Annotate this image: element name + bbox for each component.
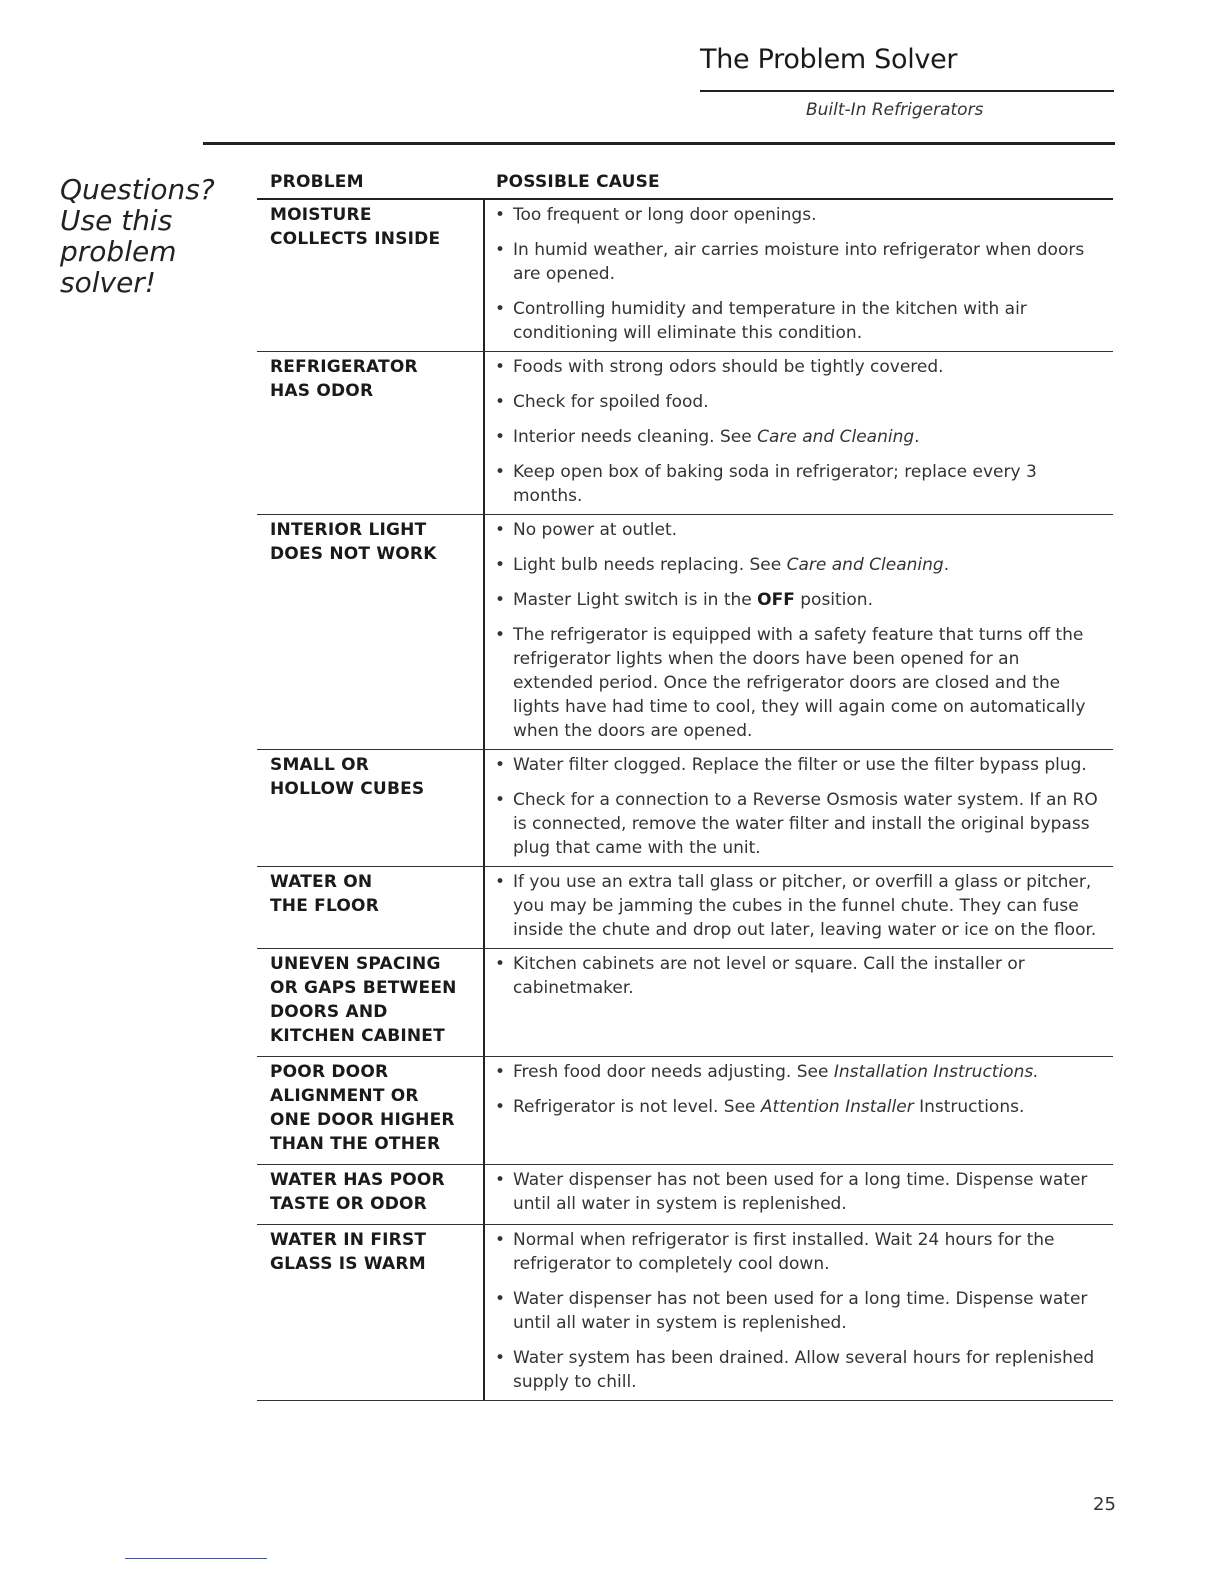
cause-text-tail: . bbox=[914, 427, 920, 447]
cause-text: Check for a connection to a Reverse Osmosis water system. If an RO is connected, remove the water filter and install the original bypass plug that came with the unit. bbox=[513, 790, 1098, 858]
table-row bbox=[257, 750, 1113, 867]
table-row bbox=[257, 1225, 1113, 1401]
problem-cell bbox=[257, 352, 485, 514]
problem-cell bbox=[257, 750, 485, 866]
problem-label-line: HAS ODOR bbox=[270, 381, 374, 401]
possible-cause-item bbox=[493, 1346, 1103, 1394]
problem-label-line: WATER IN FIRST bbox=[270, 1230, 427, 1250]
problem-solver-table bbox=[257, 172, 1113, 1401]
possible-cause-item bbox=[493, 518, 1103, 542]
possible-cause-item bbox=[493, 203, 1103, 227]
possible-cause-item bbox=[493, 788, 1103, 860]
problem-label-line: KITCHEN CABINET bbox=[270, 1026, 445, 1046]
cause-text: Foods with strong odors should be tightly covered. bbox=[513, 357, 944, 377]
cause-text: Controlling humidity and temperature in the kitchen with air conditioning will eliminate this condition. bbox=[513, 299, 1027, 343]
cause-reference: Care and Cleaning bbox=[757, 427, 915, 447]
problem-label-line: HOLLOW CUBES bbox=[270, 779, 425, 799]
problem-label-line: MOISTURE bbox=[270, 205, 372, 225]
cause-text-tail: . bbox=[943, 555, 950, 575]
cause-text: Water system has been drained. Allow several hours for replenished supply to chill. bbox=[513, 1348, 1095, 1392]
problem-label-line: DOORS AND bbox=[270, 1002, 388, 1022]
cause-reference: Care and Cleaning bbox=[786, 555, 944, 575]
problem-label-line: OR GAPS BETWEEN bbox=[270, 978, 457, 998]
cause-reference: Attention Installer bbox=[760, 1097, 914, 1117]
problem-label-line: INTERIOR LIGHT bbox=[270, 520, 427, 540]
cause-text: Too frequent or long door openings. bbox=[513, 205, 817, 225]
possible-cause-item bbox=[493, 623, 1103, 743]
table-row bbox=[257, 1165, 1113, 1225]
possible-cause-item bbox=[493, 870, 1103, 942]
possible-cause-list bbox=[485, 200, 1113, 351]
possible-cause-item bbox=[493, 588, 1103, 612]
possible-cause-item bbox=[493, 460, 1103, 508]
table-row bbox=[257, 515, 1113, 750]
problem-label-line: WATER HAS POOR bbox=[270, 1170, 445, 1190]
possible-cause-item bbox=[493, 390, 1103, 414]
possible-cause-list bbox=[485, 1057, 1113, 1164]
cause-text: In humid weather, air carries moisture into refrigerator when doors are opened. bbox=[513, 240, 1085, 284]
header-rule bbox=[203, 142, 1115, 145]
table-row bbox=[257, 352, 1113, 515]
cause-text: Fresh food door needs adjusting. See bbox=[513, 1062, 834, 1082]
page-number: 25 bbox=[1093, 1494, 1116, 1515]
table-row bbox=[257, 200, 1113, 352]
cause-text: Keep open box of baking soda in refrigerator; replace every 3 months. bbox=[513, 462, 1037, 506]
cause-text: Kitchen cabinets are not level or square. Call the installer or cabinetmaker. bbox=[513, 954, 1025, 998]
page-title: The Problem Solver bbox=[700, 44, 958, 75]
possible-cause-item bbox=[493, 1095, 1103, 1119]
footer-link-underline bbox=[125, 1558, 267, 1559]
possible-cause-list bbox=[485, 515, 1113, 749]
table-row bbox=[257, 867, 1113, 949]
possible-cause-item bbox=[493, 753, 1103, 777]
possible-cause-list bbox=[485, 1225, 1113, 1400]
cause-text: Refrigerator is not level. See bbox=[513, 1097, 761, 1117]
possible-cause-item bbox=[493, 238, 1103, 286]
table-header bbox=[257, 172, 1113, 200]
possible-cause-item bbox=[493, 952, 1103, 1000]
problem-cell bbox=[257, 515, 485, 749]
cause-text: Light bulb needs replacing. See bbox=[513, 555, 787, 575]
problem-label-line: WATER ON bbox=[270, 872, 373, 892]
problem-cell bbox=[257, 867, 485, 948]
side-heading-line: Questions? bbox=[60, 173, 215, 206]
table-row bbox=[257, 949, 1113, 1057]
table-row bbox=[257, 1057, 1113, 1165]
possible-cause-list bbox=[485, 750, 1113, 866]
cause-text-tail: position. bbox=[794, 590, 873, 610]
column-header-possible-cause: POSSIBLE CAUSE bbox=[496, 172, 660, 192]
possible-cause-item bbox=[493, 1060, 1103, 1084]
possible-cause-list bbox=[485, 352, 1113, 514]
possible-cause-item bbox=[493, 1287, 1103, 1335]
possible-cause-item bbox=[493, 297, 1103, 345]
possible-cause-list bbox=[485, 867, 1113, 948]
cause-text: Water dispenser has not been used for a long time. Dispense water until all water in system is replenished. bbox=[513, 1289, 1088, 1333]
problem-label-line: TASTE OR ODOR bbox=[270, 1194, 427, 1214]
title-rule bbox=[700, 90, 1114, 92]
side-heading-line: Use this bbox=[60, 204, 173, 237]
problem-cell bbox=[257, 1225, 485, 1400]
cause-text: No power at outlet. bbox=[513, 520, 678, 540]
column-header-problem: PROBLEM bbox=[270, 172, 364, 192]
page-subtitle: Built-In Refrigerators bbox=[806, 100, 984, 120]
cause-text: Master Light switch is in the bbox=[513, 590, 758, 610]
cause-text: If you use an extra tall glass or pitcher, or overfill a glass or pitcher, you may be jamming the cubes in the funnel chute. They can fuse inside the chute and drop out later, leaving water or ice on the floor. bbox=[513, 872, 1097, 940]
problem-label-line: SMALL OR bbox=[270, 755, 370, 775]
side-heading-line: solver! bbox=[60, 266, 157, 299]
cause-reference: Installation Instructions. bbox=[833, 1062, 1039, 1082]
possible-cause-item bbox=[493, 1168, 1103, 1216]
possible-cause-list bbox=[485, 1165, 1113, 1224]
problem-label-line: POOR DOOR bbox=[270, 1062, 389, 1082]
cause-emphasis: OFF bbox=[757, 590, 795, 610]
possible-cause-item bbox=[493, 425, 1103, 449]
possible-cause-item bbox=[493, 553, 1103, 577]
problem-label-line: GLASS IS WARM bbox=[270, 1254, 426, 1274]
cause-text: The refrigerator is equipped with a safety feature that turns off the refrigerator lights when the doors have been opened for an extended period. Once the refrigerator doors are closed and the lights have had time to cool, they will again come on automatically when the doors are opened. bbox=[513, 625, 1086, 741]
possible-cause-item bbox=[493, 355, 1103, 379]
cause-text: Check for spoiled food. bbox=[513, 392, 709, 412]
problem-label-line: UNEVEN SPACING bbox=[270, 954, 441, 974]
possible-cause-item bbox=[493, 1228, 1103, 1276]
side-heading-line: problem bbox=[60, 235, 177, 268]
problem-label-line: THAN THE OTHER bbox=[270, 1134, 441, 1154]
cause-text-tail: Instructions. bbox=[913, 1097, 1025, 1117]
problem-cell bbox=[257, 1057, 485, 1164]
problem-label-line: DOES NOT WORK bbox=[270, 544, 437, 564]
problem-label-line: ONE DOOR HIGHER bbox=[270, 1110, 455, 1130]
problem-label-line: THE FLOOR bbox=[270, 896, 379, 916]
problem-label-line: REFRIGERATOR bbox=[270, 357, 418, 377]
cause-text: Water dispenser has not been used for a long time. Dispense water until all water in system is replenished. bbox=[513, 1170, 1088, 1214]
problem-cell bbox=[257, 949, 485, 1056]
table-body bbox=[257, 200, 1113, 1401]
cause-text: Water filter clogged. Replace the filter or use the filter bypass plug. bbox=[513, 755, 1087, 775]
cause-text: Normal when refrigerator is first installed. Wait 24 hours for the refrigerator to completely cool down. bbox=[513, 1230, 1055, 1274]
problem-label-line: COLLECTS INSIDE bbox=[270, 229, 441, 249]
possible-cause-list bbox=[485, 949, 1113, 1056]
problem-label-line: ALIGNMENT OR bbox=[270, 1086, 419, 1106]
problem-cell bbox=[257, 1165, 485, 1224]
cause-text: Interior needs cleaning. See bbox=[513, 427, 758, 447]
problem-cell bbox=[257, 200, 485, 351]
side-heading bbox=[60, 174, 240, 298]
